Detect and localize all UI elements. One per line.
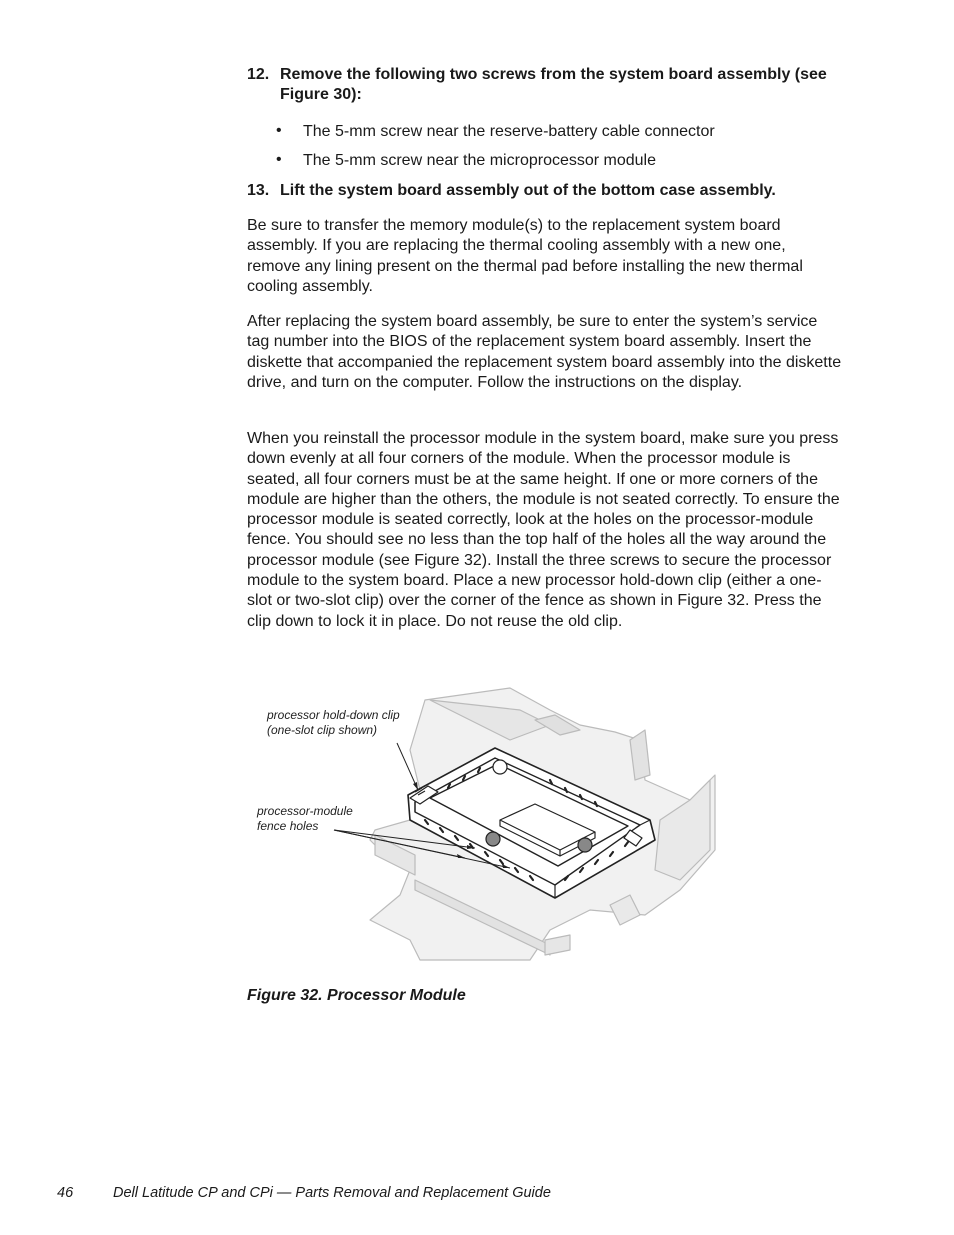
step-13 [247, 181, 842, 201]
figure-caption: Figure 32. Processor Module [247, 987, 466, 1004]
step-text: Remove the following two screws from the system board assembly (see Figure 30): [280, 66, 827, 103]
bullet-icon: • [276, 151, 282, 168]
footer-title: Dell Latitude CP and CPi — Parts Removal and Replacement Guide [113, 1185, 551, 1201]
bullet-text: The 5-mm screw near the reserve-battery cable connector [303, 123, 715, 140]
step-number: 13. [247, 182, 270, 199]
bullet-icon: • [276, 122, 282, 139]
callout-fence-holes: processor-module fence holes [257, 804, 353, 833]
page-number: 46 [57, 1185, 74, 1201]
step-number: 12. [247, 66, 270, 83]
paragraph-transfer-memory: Be sure to transfer the memory module(s) to the replacement system board assembly. If you are replacing the thermal cooling assembly with a new one, remove any lining present on the thermal pad before installing the new thermal cooling assembly. [247, 217, 803, 295]
paragraph-service-tag: After replacing the system board assembly, be sure to enter the system’s service tag number into the BIOS of the replacement system board assembly. Insert the diskette that accompanied the replacement system board assembly into the diskette drive, and turn on the computer. Follow the instructions on the display. [247, 313, 842, 391]
paragraph-reinstall-processor: When you reinstall the processor module in the system board, make sure you press down evenly at all four corners of the module. When the processor module is seated, all four corners must be at the same height. If one or more corners of the module are higher than the others, the module is not seated correctly. To ensure the processor module is seated correctly, look at the holes on the processor-module fence. You should see no less than the top half of the holes all the way around the processor module (see Figure 32). Install the three screws to secure the processor module to the system board. Place a new processor hold-down clip (either a one-slot or two-slot clip) over the corner of the fence as shown in Figure 32. Press the clip down to lock it in place. Do not reuse the old clip. [247, 430, 840, 630]
step-text: Lift the system board assembly out of the bottom case assembly. [280, 182, 776, 199]
bullet-text: The 5-mm screw near the microprocessor module [303, 152, 657, 169]
step-12 [247, 65, 842, 105]
callout-hold-down-clip: processor hold-down clip (one-slot clip shown) [267, 708, 400, 737]
